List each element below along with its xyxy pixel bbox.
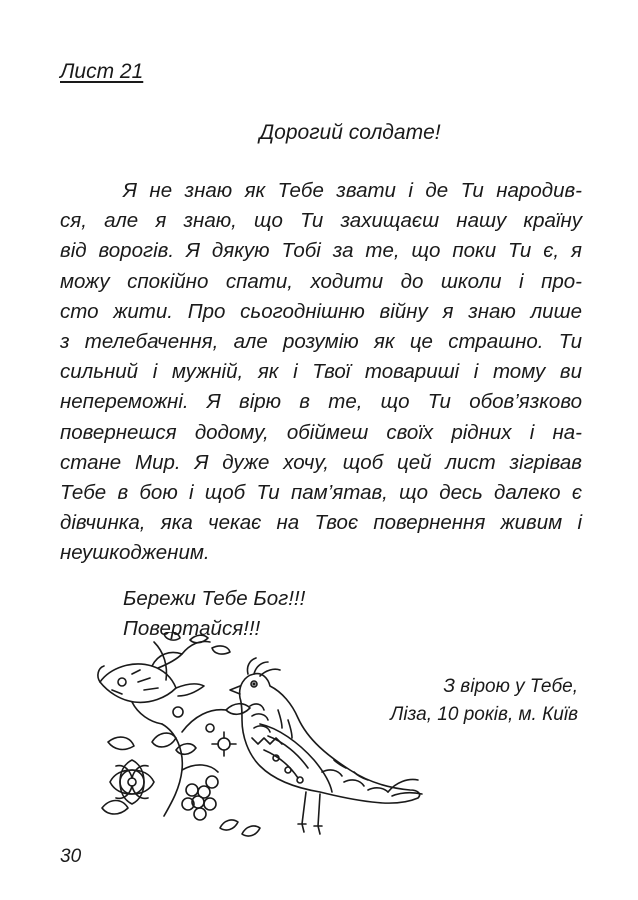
letter-title: Лист 21	[60, 60, 144, 83]
body-line: сильний і мужній, як і Твої товариші і тому ви	[60, 360, 582, 384]
signature-line-1: З вірою у Тебе,	[443, 676, 578, 697]
body-line: дівчинка, яка чекає на Твоє повернення живим і	[60, 511, 582, 535]
body-line: Я не знаю як Тебе звати і де Ти народив-	[123, 179, 582, 202]
body-line: неушкодженим.	[60, 541, 210, 565]
body-line: від ворогів. Я дякую Тобі за те, що поки Ти є, я	[60, 239, 582, 263]
body-line: ся, але я знаю, що Ти захищаєш нашу країну	[60, 209, 582, 233]
signature-line-2: Ліза, 10 років, м. Київ	[390, 704, 578, 725]
signature-block	[390, 673, 578, 729]
body-line: сто жити. Про сьогоднішню війну я знаю лише	[60, 299, 582, 323]
closing-line-blessing: Бережи Тебе Бог!!!	[123, 587, 306, 610]
body-line: повернешся додому, обіймеш своїх рідних і на-	[60, 420, 582, 444]
body-line: з телебачення, але розумію як це страшно. Ти	[60, 329, 582, 353]
body-line: стане Мир. Я дуже хочу, щоб цей лист зігрівав	[60, 450, 582, 474]
letter-body	[60, 176, 582, 568]
page-number: 30	[60, 846, 82, 867]
body-line: можу спокійно спати, ходити до школи і про-	[60, 269, 582, 293]
salutation: Дорогий солдате!	[259, 121, 441, 144]
body-line: Тебе в бою і щоб Ти пам’ятав, що десь далеко є	[60, 480, 582, 504]
folk-bird-and-flowers-icon	[92, 632, 427, 844]
closing-line-return: Повертайся!!!	[123, 617, 261, 641]
body-line: непереможні. Я вірю в те, що Ти обов’язково	[60, 390, 582, 414]
